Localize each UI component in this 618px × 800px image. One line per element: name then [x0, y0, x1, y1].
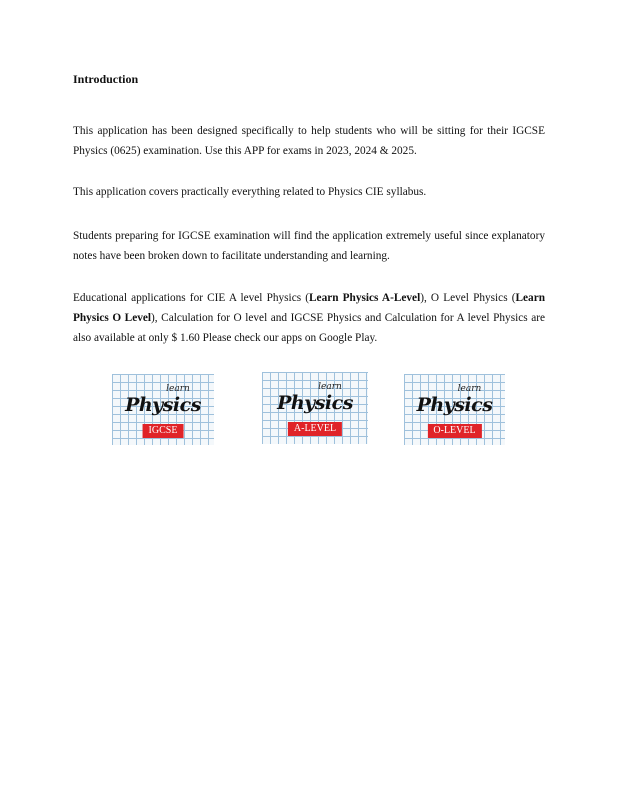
paragraph-students: Students preparing for IGCSE examination will find the application extremely useful since explanatory notes have been broken down to facilitate understanding and learning. — [73, 230, 545, 262]
logo-tag-o-level: O-LEVEL — [427, 424, 481, 438]
paragraph-other-apps — [73, 288, 545, 348]
logo-physics-text: Physics — [277, 392, 353, 414]
logo-physics-text: Physics — [416, 394, 493, 416]
page-heading: Introduction — [73, 72, 139, 86]
other-apps-text-2: ), O Level Physics ( — [420, 292, 516, 304]
logo-learn-text: learn — [166, 384, 190, 394]
app-logo-igcse — [112, 374, 214, 445]
logo-tag-igcse: IGCSE — [143, 424, 184, 438]
logo-learn-text: learn — [457, 384, 482, 394]
app-logo-a-level — [262, 372, 368, 444]
app-name-a-level: Learn Physics A-Level — [309, 292, 421, 304]
logo-learn-text: learn — [318, 382, 342, 392]
other-apps-text-3: ), Calculation for O level and IGCSE Physics and Calculation for A level Physics are also available at only $ 1.60 Please check our apps on Google Play. — [73, 312, 545, 344]
paragraph-syllabus: This application covers practically everything related to Physics CIE syllabus. — [73, 186, 427, 198]
app-name-o-level: Learn Physics O Level — [73, 292, 545, 324]
paragraph-intro: This application has been designed specifically to help students who will be sitting for their IGCSE Physics (0625) examination. Use this APP for exams in 2023, 2024 & 2025. — [73, 125, 545, 157]
other-apps-text-1: Educational applications for CIE A level Physics ( — [73, 292, 310, 304]
app-logo-o-level — [404, 374, 505, 445]
logo-tag-a-level: A-LEVEL — [288, 422, 342, 436]
logo-physics-text: Physics — [125, 394, 201, 416]
